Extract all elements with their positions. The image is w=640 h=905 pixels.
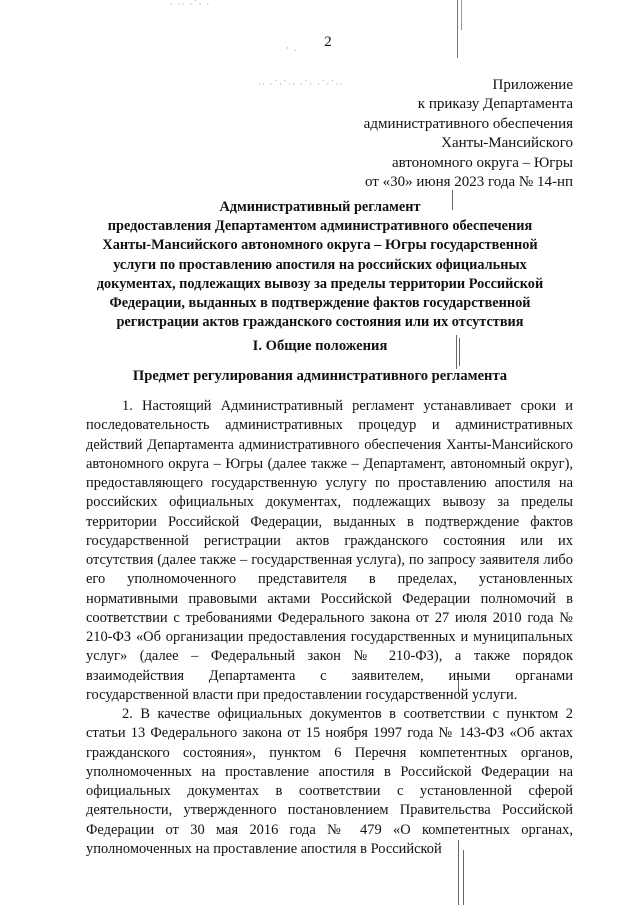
appendix-line: автономного округа – Югры: [391, 154, 573, 171]
title-line: Административный регламент: [219, 199, 421, 215]
binding-mark: [457, 0, 458, 58]
title-line: Ханты-Мансийского автономного округа – Югры государственной: [102, 237, 538, 254]
appendix-line: к приказу Департамента: [417, 96, 573, 113]
scan-noise: ·· ·˙·˙·· ·˙· ·˙·˙··: [258, 80, 344, 90]
paragraph: 1. Настоящий Административный регламент устанавливает сроки и последовательность административных процедур и административных действий Департамента административного обеспечения Ханты-Мансийского автономного округа – Югры (далее также – Департамент, автономный округ), предоставляющего государственную услугу по проставлению апостиля на российских официальных документах, подлежащих вывозу за пределы территории Российской Федерации, выданных в подтверждение фактов государственной регистрации актов гражданского состояния или их отсутствия (далее также – государственная услуга), по запросу заявителя либо его уполномоченного представителя в пределах, установленных нормативными правовыми актами Российской Федерации полномочий в соответствии с требованиями Федерального закона от 27 июля 2010 года № 210-ФЗ «Об организации предоставления государственных и муниципальных услуг» (далее – Федеральный закон № 210-ФЗ), а также порядок взаимодействия Департамента с заявителем, иными органами государственной власти при предоставлении государственной услуги.: [86, 398, 573, 703]
title-line: услуги по проставлению апостиля на российских официальных: [113, 256, 527, 273]
regulation-title: [70, 198, 570, 332]
title-line: документах, подлежащих вывозу за пределы территории Российской: [96, 275, 544, 292]
appendix-block: [253, 76, 573, 192]
appendix-line: административного обеспечения: [363, 115, 573, 132]
appendix-line: от «30» июня 2023 года № 14-нп: [364, 174, 573, 191]
scan-noise: · .: [286, 44, 298, 54]
title-line: предоставления Департаментом административного обеспечения: [107, 218, 533, 235]
body-text: [86, 397, 573, 859]
section-heading: I. Общие положения: [252, 338, 388, 354]
page-number: 2: [324, 34, 332, 50]
title-line: Федерации, выданных в подтверждение фактов государственной: [109, 295, 531, 312]
paragraph: 2. В качестве официальных документов в соответствии с пунктом 2 статьи 13 Федерального закона от 15 ноября 1997 года № 143-ФЗ «Об актах гражданского состояния», пунктом 6 Перечня компетентных органов, уполномоченных на проставление апостиля в Российской Федерации на официальных документах в соответствии с установленной сферой деятельности, утвержденного постановлением Правительства Российской Федерации от 30 мая 2016 года № 479 «О компетентных органах, уполномоченных на проставление апостиля в Российской: [86, 706, 573, 857]
title-line: регистрации актов гражданского состояния или их отсутствия: [116, 314, 524, 331]
appendix-line: Ханты-Мансийского: [441, 135, 573, 152]
scan-noise: · ·· ·˙· ·: [170, 0, 211, 10]
subsection-heading: Предмет регулирования административного регламента: [132, 368, 508, 384]
appendix-line: Приложение: [492, 77, 573, 93]
binding-mark: [461, 0, 462, 30]
